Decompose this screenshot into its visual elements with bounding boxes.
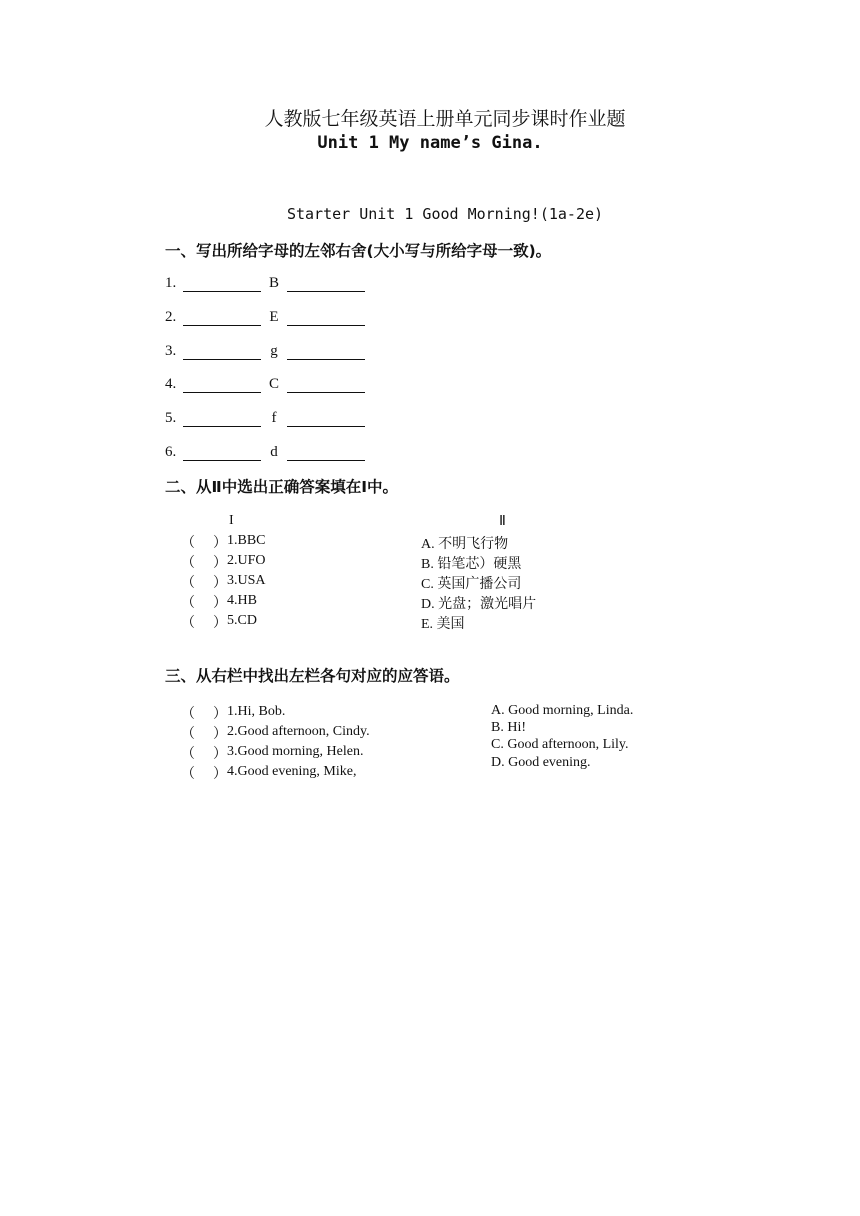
answer-blank-right[interactable] [287,343,365,360]
section3-heading: 三、从右栏中找出左栏各句对应的应答语。 [165,667,460,685]
column-ii-header: Ⅱ [499,514,506,529]
answer-blank-left[interactable] [183,309,261,326]
column-i-header: I [229,513,234,528]
response-option: C. Good afternoon, Lily. [491,737,629,752]
item-number: 2. [165,309,177,325]
answer-blank-left[interactable] [183,444,261,461]
response-item-text: 1.Hi, Bob. [227,704,286,719]
answer-blank-left[interactable] [183,410,261,427]
given-letter: C [268,376,279,392]
given-letter: f [271,410,277,426]
match-item-text: 3.USA [227,573,266,588]
letter-exercise-row [165,304,365,326]
response-item: （ ） 2.Good afternoon, Cindy. [181,724,370,742]
match-item-text: 5.CD [227,613,257,628]
match-item-text: 1.BBC [227,533,266,548]
response-option: D. Good evening. [491,755,591,770]
match-item: （ ） 1.BBC [181,533,266,551]
response-item-text: 3.Good morning, Helen. [227,744,364,759]
answer-blank-right[interactable] [287,444,365,461]
match-item: （ ） 5.CD [181,613,257,631]
letter-exercise-row [165,405,365,427]
section1-heading: 一、写出所给字母的左邻右舍(大小写与所给字母一致)。 [165,242,552,260]
match-option: E. 美国 [421,617,465,632]
given-letter: d [270,444,278,460]
answer-blank-left[interactable] [183,376,261,393]
answer-blank-right[interactable] [287,275,365,292]
page-title-english: Unit 1 My name’s Gina. [317,133,543,153]
response-option: A. Good morning, Linda. [491,703,634,718]
match-option: C. 英国广播公司 [421,577,522,592]
item-number: 5. [165,410,177,426]
given-letter: E [269,309,279,325]
section2-heading: 二、从Ⅱ中选出正确答案填在Ⅰ中。 [165,478,398,496]
page-title-chinese: 人教版七年级英语上册单元同步课时作业题 [264,108,626,130]
match-option: B. 铅笔芯）硬黑 [421,557,522,572]
match-item-text: 4.HB [227,593,257,608]
item-number: 1. [165,275,177,291]
match-option: D. 光盘；激光唱片 [421,597,537,612]
response-item-text: 4.Good evening, Mike, [227,764,357,779]
match-option: A. 不明飞行物 [421,537,509,552]
given-letter: B [268,275,279,291]
response-option: B. Hi! [491,720,526,735]
match-item: （ ） 4.HB [181,593,257,611]
item-number: 3. [165,343,177,359]
letter-exercise-row [165,371,365,393]
letter-exercise-row [165,270,365,292]
response-item-text: 2.Good afternoon, Cindy. [227,724,370,739]
given-letter: g [270,343,278,359]
letter-exercise-row [165,439,365,461]
item-number: 6. [165,444,177,460]
answer-blank-right[interactable] [287,376,365,393]
lesson-subtitle: Starter Unit 1 Good Morning!(1a-2e) [286,205,604,223]
match-item: （ ） 3.USA [181,573,266,591]
answer-blank-left[interactable] [183,343,261,360]
answer-blank-right[interactable] [287,309,365,326]
match-item: （ ） 2.UFO [181,553,266,571]
response-item: （ ） 4.Good evening, Mike, [181,764,357,782]
answer-blank-right[interactable] [287,410,365,427]
response-item: （ ） 1.Hi, Bob. [181,704,286,722]
answer-blank-left[interactable] [183,275,261,292]
match-item-text: 2.UFO [227,553,266,568]
item-number: 4. [165,376,177,392]
response-item: （ ） 3.Good morning, Helen. [181,744,364,762]
letter-exercise-row [165,338,365,360]
